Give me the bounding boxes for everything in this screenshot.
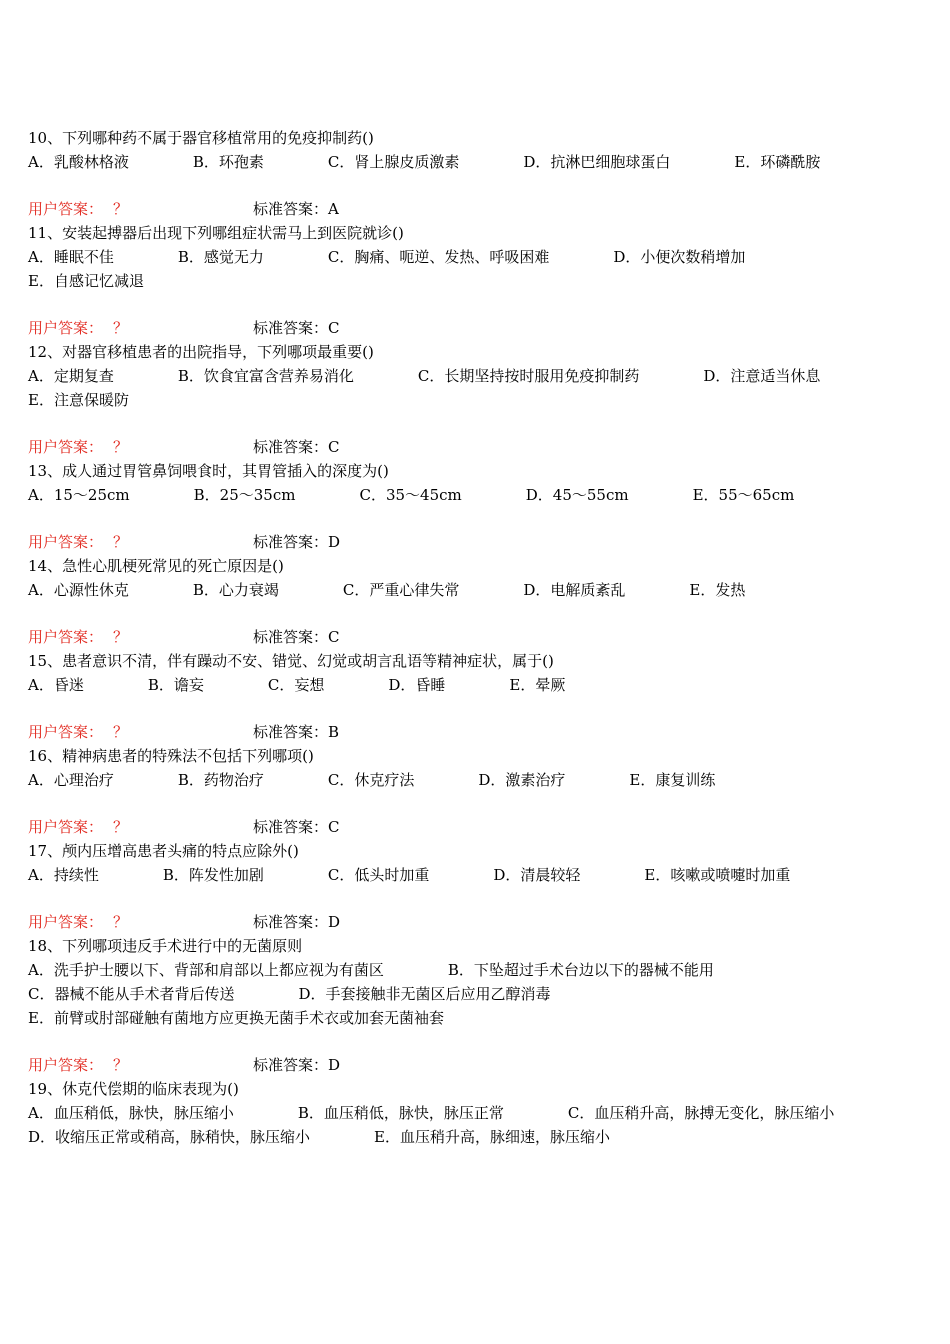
standard-answer-label: 标准答案： xyxy=(253,533,329,551)
answer-row xyxy=(28,910,924,934)
question-stem: 17、颅内压增高患者头痛的特点应除外() xyxy=(28,842,299,860)
question-options xyxy=(28,1101,924,1149)
option-d: D．抗淋巴细胞球蛋白 xyxy=(523,153,671,171)
option-e: E．发热 xyxy=(689,581,746,599)
answer-row xyxy=(28,815,924,839)
user-answer-value: ？ xyxy=(113,628,129,646)
user-answer-value: ？ xyxy=(113,818,129,836)
option-e: E．环磷酰胺 xyxy=(734,153,821,171)
option-a: A．睡眠不佳 xyxy=(28,248,114,266)
standard-answer-label: 标准答案： xyxy=(253,438,329,456)
answer-row xyxy=(28,720,924,744)
standard-answer-label: 标准答案： xyxy=(253,818,329,836)
standard-answer-label: 标准答案： xyxy=(253,723,329,741)
question-stem: 16、精神病患者的特殊法不包括下列哪项() xyxy=(28,747,314,765)
question-stem: 13、成人通过胃管鼻饲喂食时，其胃管插入的深度为() xyxy=(28,462,389,480)
option-d: D．清晨较轻 xyxy=(493,866,581,884)
option-c: C．休克疗法 xyxy=(327,771,415,789)
question-stem: 10、下列哪种药不属于器官移植常用的免疫抑制药() xyxy=(28,129,374,147)
question-stem: 11、安装起搏器后出现下列哪组症状需马上到医院就诊() xyxy=(28,224,404,242)
user-answer-value: ？ xyxy=(113,1056,129,1074)
option-d: D．注意适当休息 xyxy=(703,367,821,385)
option-c: C．肾上腺皮质激素 xyxy=(327,153,460,171)
answer-row xyxy=(28,435,924,459)
question-17 xyxy=(28,839,924,934)
option-a: A．定期复查 xyxy=(28,367,114,385)
question-options xyxy=(28,863,924,887)
option-d: D．45～55cm xyxy=(525,486,629,504)
question-14 xyxy=(28,554,924,649)
answer-row xyxy=(28,316,924,340)
question-options xyxy=(28,245,924,293)
option-a: A．洗手护士腰以下、背部和肩部以上都应视为有菌区 xyxy=(28,961,384,979)
answer-row xyxy=(28,530,924,554)
question-options xyxy=(28,578,924,602)
option-b: B．阵发性加剧 xyxy=(162,866,264,884)
option-a: A．乳酸林格液 xyxy=(28,153,129,171)
option-b: B．饮食宜富含营养易消化 xyxy=(177,367,354,385)
option-e: E．晕厥 xyxy=(509,676,566,694)
standard-answer-label: 标准答案： xyxy=(253,913,329,931)
option-e: E．前臂或肘部碰触有菌地方应更换无菌手术衣或加套无菌袖套 xyxy=(28,1009,444,1027)
user-answer-label: 用户答案： xyxy=(28,723,104,741)
option-d: D．手套接触非无菌区后应用乙醇消毒 xyxy=(298,985,551,1003)
option-a: A．持续性 xyxy=(28,866,99,884)
option-c: C．严重心律失常 xyxy=(342,581,460,599)
user-answer-value: ？ xyxy=(113,438,129,456)
user-answer-label: 用户答案： xyxy=(28,1056,104,1074)
user-answer-label: 用户答案： xyxy=(28,913,104,931)
question-13 xyxy=(28,459,924,554)
question-stem: 14、急性心肌梗死常见的死亡原因是() xyxy=(28,557,284,575)
standard-answer-value: C xyxy=(328,818,340,836)
user-answer-label: 用户答案： xyxy=(28,319,104,337)
option-c: C．长期坚持按时服用免疫抑制药 xyxy=(417,367,640,385)
standard-answer-value: C xyxy=(328,438,340,456)
answer-row xyxy=(28,197,924,221)
exam-document xyxy=(28,126,924,1149)
option-d: D．昏睡 xyxy=(388,676,446,694)
option-d: D．小便次数稍增加 xyxy=(613,248,746,266)
question-stem: 15、患者意识不清，伴有躁动不安、错觉、幻觉或胡言乱语等精神症状，属于() xyxy=(28,652,554,670)
option-c: C．35～45cm xyxy=(359,486,462,504)
question-stem: 19、休克代偿期的临床表现为() xyxy=(28,1080,239,1098)
option-e: E．血压稍升高，脉细速，脉压缩小 xyxy=(374,1128,610,1146)
user-answer-value: ？ xyxy=(113,913,129,931)
option-c: C．胸痛、呃逆、发热、呼吸困难 xyxy=(327,248,550,266)
option-e: E．咳嗽或喷嚏时加重 xyxy=(644,866,791,884)
standard-answer-value: C xyxy=(328,628,340,646)
question-10 xyxy=(28,126,924,221)
option-a: A．心理治疗 xyxy=(28,771,114,789)
option-e: E．自感记忆减退 xyxy=(28,272,144,290)
standard-answer-value: C xyxy=(328,319,340,337)
option-b: B．心力衰竭 xyxy=(192,581,279,599)
standard-answer-label: 标准答案： xyxy=(253,319,329,337)
user-answer-label: 用户答案： xyxy=(28,200,104,218)
question-11 xyxy=(28,221,924,340)
option-c: C．妄想 xyxy=(267,676,325,694)
option-e: E．注意保暖防 xyxy=(28,391,129,409)
option-a: A．15～25cm xyxy=(28,486,130,504)
user-answer-value: ？ xyxy=(113,533,129,551)
option-a: A．昏迷 xyxy=(28,676,84,694)
question-18 xyxy=(28,934,924,1077)
option-d: D．收缩压正常或稍高，脉稍快，脉压缩小 xyxy=(28,1128,311,1146)
question-16 xyxy=(28,744,924,839)
standard-answer-label: 标准答案： xyxy=(253,628,329,646)
standard-answer-label: 标准答案： xyxy=(253,200,329,218)
option-b: B．谵妄 xyxy=(147,676,204,694)
user-answer-value: ？ xyxy=(113,319,129,337)
question-15 xyxy=(28,649,924,744)
question-options xyxy=(28,768,924,792)
option-b: B．药物治疗 xyxy=(177,771,264,789)
question-options xyxy=(28,364,924,412)
option-b: B．下坠超过手术台边以下的器械不能用 xyxy=(447,961,714,979)
option-c: C．器械不能从手术者背后传送 xyxy=(28,985,235,1003)
standard-answer-label: 标准答案： xyxy=(253,1056,329,1074)
answer-row xyxy=(28,1053,924,1077)
question-options xyxy=(28,673,924,697)
standard-answer-value: A xyxy=(328,200,339,218)
user-answer-value: ？ xyxy=(113,723,129,741)
question-options xyxy=(28,150,924,174)
user-answer-label: 用户答案： xyxy=(28,438,104,456)
option-e: E．55～65cm xyxy=(692,486,795,504)
option-b: B．感觉无力 xyxy=(177,248,264,266)
question-options xyxy=(28,483,924,507)
question-stem: 18、下列哪项违反手术进行中的无菌原则 xyxy=(28,937,303,955)
option-d: D．激素治疗 xyxy=(478,771,566,789)
user-answer-label: 用户答案： xyxy=(28,628,104,646)
user-answer-label: 用户答案： xyxy=(28,818,104,836)
question-12 xyxy=(28,340,924,459)
question-options xyxy=(28,958,924,1030)
option-a: A．心源性休克 xyxy=(28,581,129,599)
standard-answer-value: B xyxy=(328,723,340,741)
user-answer-value: ？ xyxy=(113,200,129,218)
option-c: C．血压稍升高，脉搏无变化，脉压缩小 xyxy=(567,1104,835,1122)
option-b: B．血压稍低，脉快，脉压正常 xyxy=(297,1104,504,1122)
question-19 xyxy=(28,1077,924,1149)
standard-answer-value: D xyxy=(328,533,341,551)
standard-answer-value: D xyxy=(328,913,341,931)
option-c: C．低头时加重 xyxy=(327,866,430,884)
option-a: A．血压稍低，脉快，脉压缩小 xyxy=(28,1104,234,1122)
user-answer-label: 用户答案： xyxy=(28,533,104,551)
answer-row xyxy=(28,625,924,649)
option-b: B．25～35cm xyxy=(193,486,296,504)
option-b: B．环孢素 xyxy=(192,153,264,171)
standard-answer-value: D xyxy=(328,1056,341,1074)
question-stem: 12、对器官移植患者的出院指导，下列哪项最重要() xyxy=(28,343,374,361)
option-d: D．电解质紊乱 xyxy=(523,581,626,599)
option-e: E．康复训练 xyxy=(629,771,716,789)
